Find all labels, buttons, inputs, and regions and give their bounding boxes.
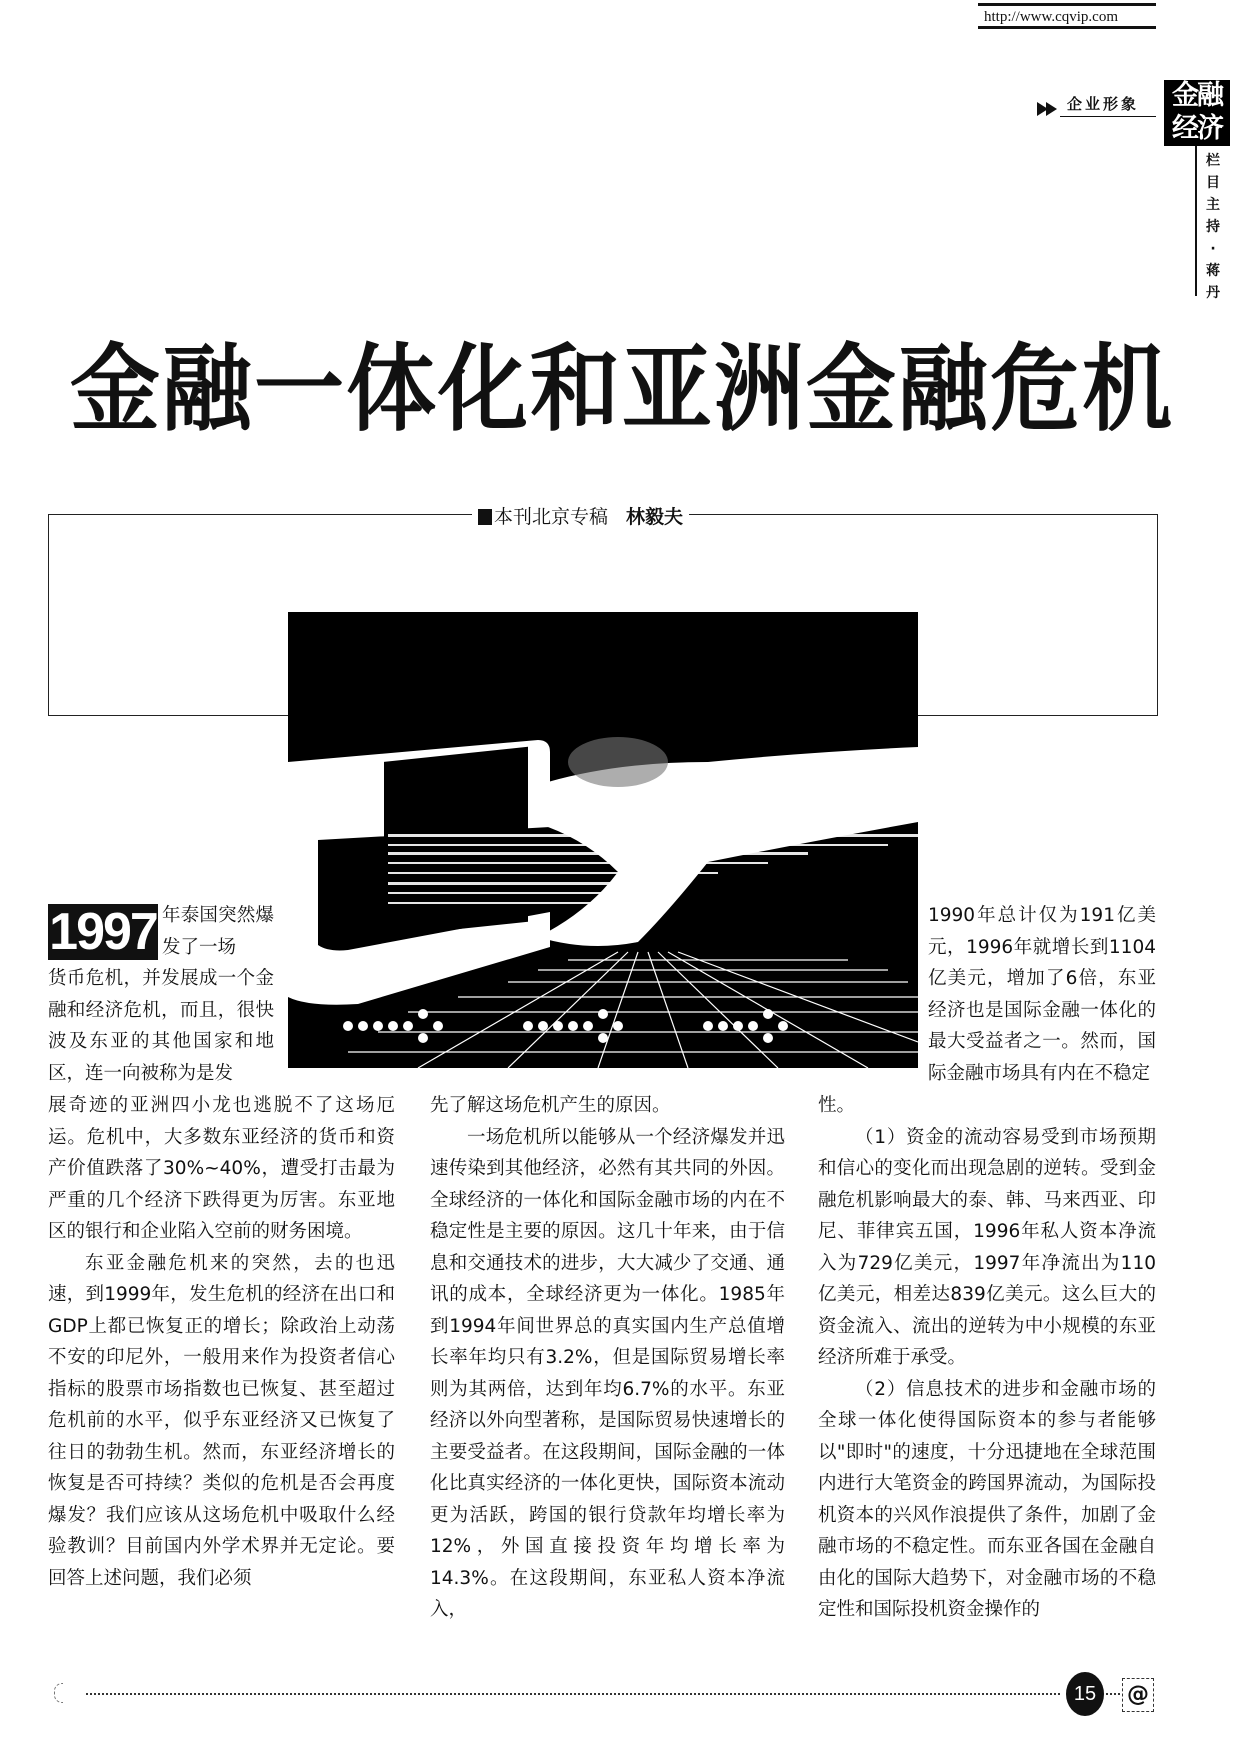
author-name: 林毅夫	[626, 506, 684, 528]
spiral-icon: @	[1122, 1678, 1154, 1712]
paragraph: （2）信息技术的进步和金融市场的全球一体化使得国际资本的参与者能够以"即时"的速度，十分迅捷地在全球范围内进行大笔资金的跨国界流动，为国际投机资本的兴风作浪提供了条件，加剧了金融市场的不稳定性。而东亚各国在金融自由化的国际大趋势下，对金融市场的不稳定性和国际投机资金操作的	[818, 1378, 1156, 1620]
footer-dotted-rule	[86, 1693, 1060, 1695]
article-title: 金融一体化和亚洲金融危机	[70, 334, 1174, 445]
column-left-wrap	[48, 900, 274, 1089]
paragraph: 1990年总计仅为191亿美元，1996年就增长到1104亿美元，增加了6倍，东亚经济也是国际金融一体化的最大受益者之一。然而，国际金融市场具有内在不稳定	[928, 905, 1156, 1084]
footer-dotted-connector	[1106, 1693, 1120, 1695]
monitor-hand-illustration	[288, 612, 918, 1068]
byline	[472, 502, 689, 529]
article-photo	[288, 612, 918, 1068]
column-right-wrap	[928, 900, 1156, 1089]
dropcap-year: 1997	[49, 903, 157, 961]
column-left	[48, 1090, 395, 1594]
source-url: http://www.cqvip.com	[984, 9, 1119, 25]
column-divider	[1195, 146, 1197, 296]
paragraph: 一场危机所以能够从一个经济爆发并迅速传染到其他经济，必然有其共同的外因。全球经济的一体化和国际金融市场的内在不稳定性是主要的原因。这几十年来，由于信息和交通技术的进步，大大减少了交通、通讯的成本，全球经济更为一体化。1985年到1994年间世界总的真实国内生产总值增长率年均只有3.2%，但是国际贸易增长率则为其两倍，达到年均6.7%的水平。东亚经济以外向型著称，是国际贸易快速增长的主要受益者。在这段期间，国际金融的一体化比真实经济的一体化更快，国际资本流动更为活跃，跨国的银行贷款年均增长率为12%，外国直接投资年均增长率为14.3%。在这段期间，东亚私人资本净流入，	[430, 1126, 785, 1620]
lead-text: 年泰国突然爆发了一场	[162, 905, 274, 958]
column-middle	[430, 1090, 785, 1626]
paragraph: 性。	[818, 1095, 856, 1116]
column-host: 栏目主持·蒋丹	[1206, 153, 1220, 301]
paragraph: 先了解这场危机产生的原因。	[430, 1095, 671, 1116]
section-label: 企业形象	[1067, 95, 1140, 113]
column-logo	[1164, 80, 1230, 146]
section-underline	[1060, 116, 1156, 117]
source-url-bar	[978, 3, 1156, 29]
page-number: 15	[1066, 1672, 1104, 1716]
byline-source: 本刊北京专稿	[494, 506, 609, 528]
footer-start-bracket	[54, 1683, 63, 1703]
square-bullet-icon	[478, 509, 492, 525]
column-right	[818, 1090, 1156, 1626]
column-logo-line-1: 金融	[1172, 80, 1222, 111]
lead-continued-text: 货币危机，并发展成一个金融和经济危机，而且，很快波及东亚的其他国家和地区，连一向被称为是发	[48, 968, 274, 1084]
paragraph: 东亚金融危机来的突然，去的也迅速，到1999年，发生危机的经济在出口和GDP上都已恢复正的增长；除政治上动荡不安的印尼外，一般用来作为投资者信心指标的股票市场指数也已恢复、甚至超过危机前的水平，似乎东亚经济又已恢复了往日的勃勃生机。然而，东亚经济增长的恢复是否可持续？类似的危机是否会再度爆发？我们应该从这场危机中吸取什么经验教训？目前国内外学术界并无定论。要回答上述问题，我们必须	[48, 1252, 395, 1589]
paragraph: （1）资金的流动容易受到市场预期和信心的变化而出现急剧的逆转。受到金融危机影响最大的泰、韩、马来西亚、印尼、菲律宾五国，1996年私人资本净流入为729亿美元，1997年净流出为110亿美元，相差达839亿美元。这么巨大的资金流入、流出的逆转为中小规模的东亚经济所难于承受。	[818, 1126, 1156, 1368]
column-logo-line-2: 经济	[1172, 113, 1222, 144]
paragraph: 展奇迹的亚洲四小龙也逃脱不了这场厄运。危机中，大多数东亚经济的货币和资产价值跌落了30%~40%，遭受打击最为严重的几个经济下跌得更为厉害。东亚地区的银行和企业陷入空前的财务困境。	[48, 1095, 395, 1242]
